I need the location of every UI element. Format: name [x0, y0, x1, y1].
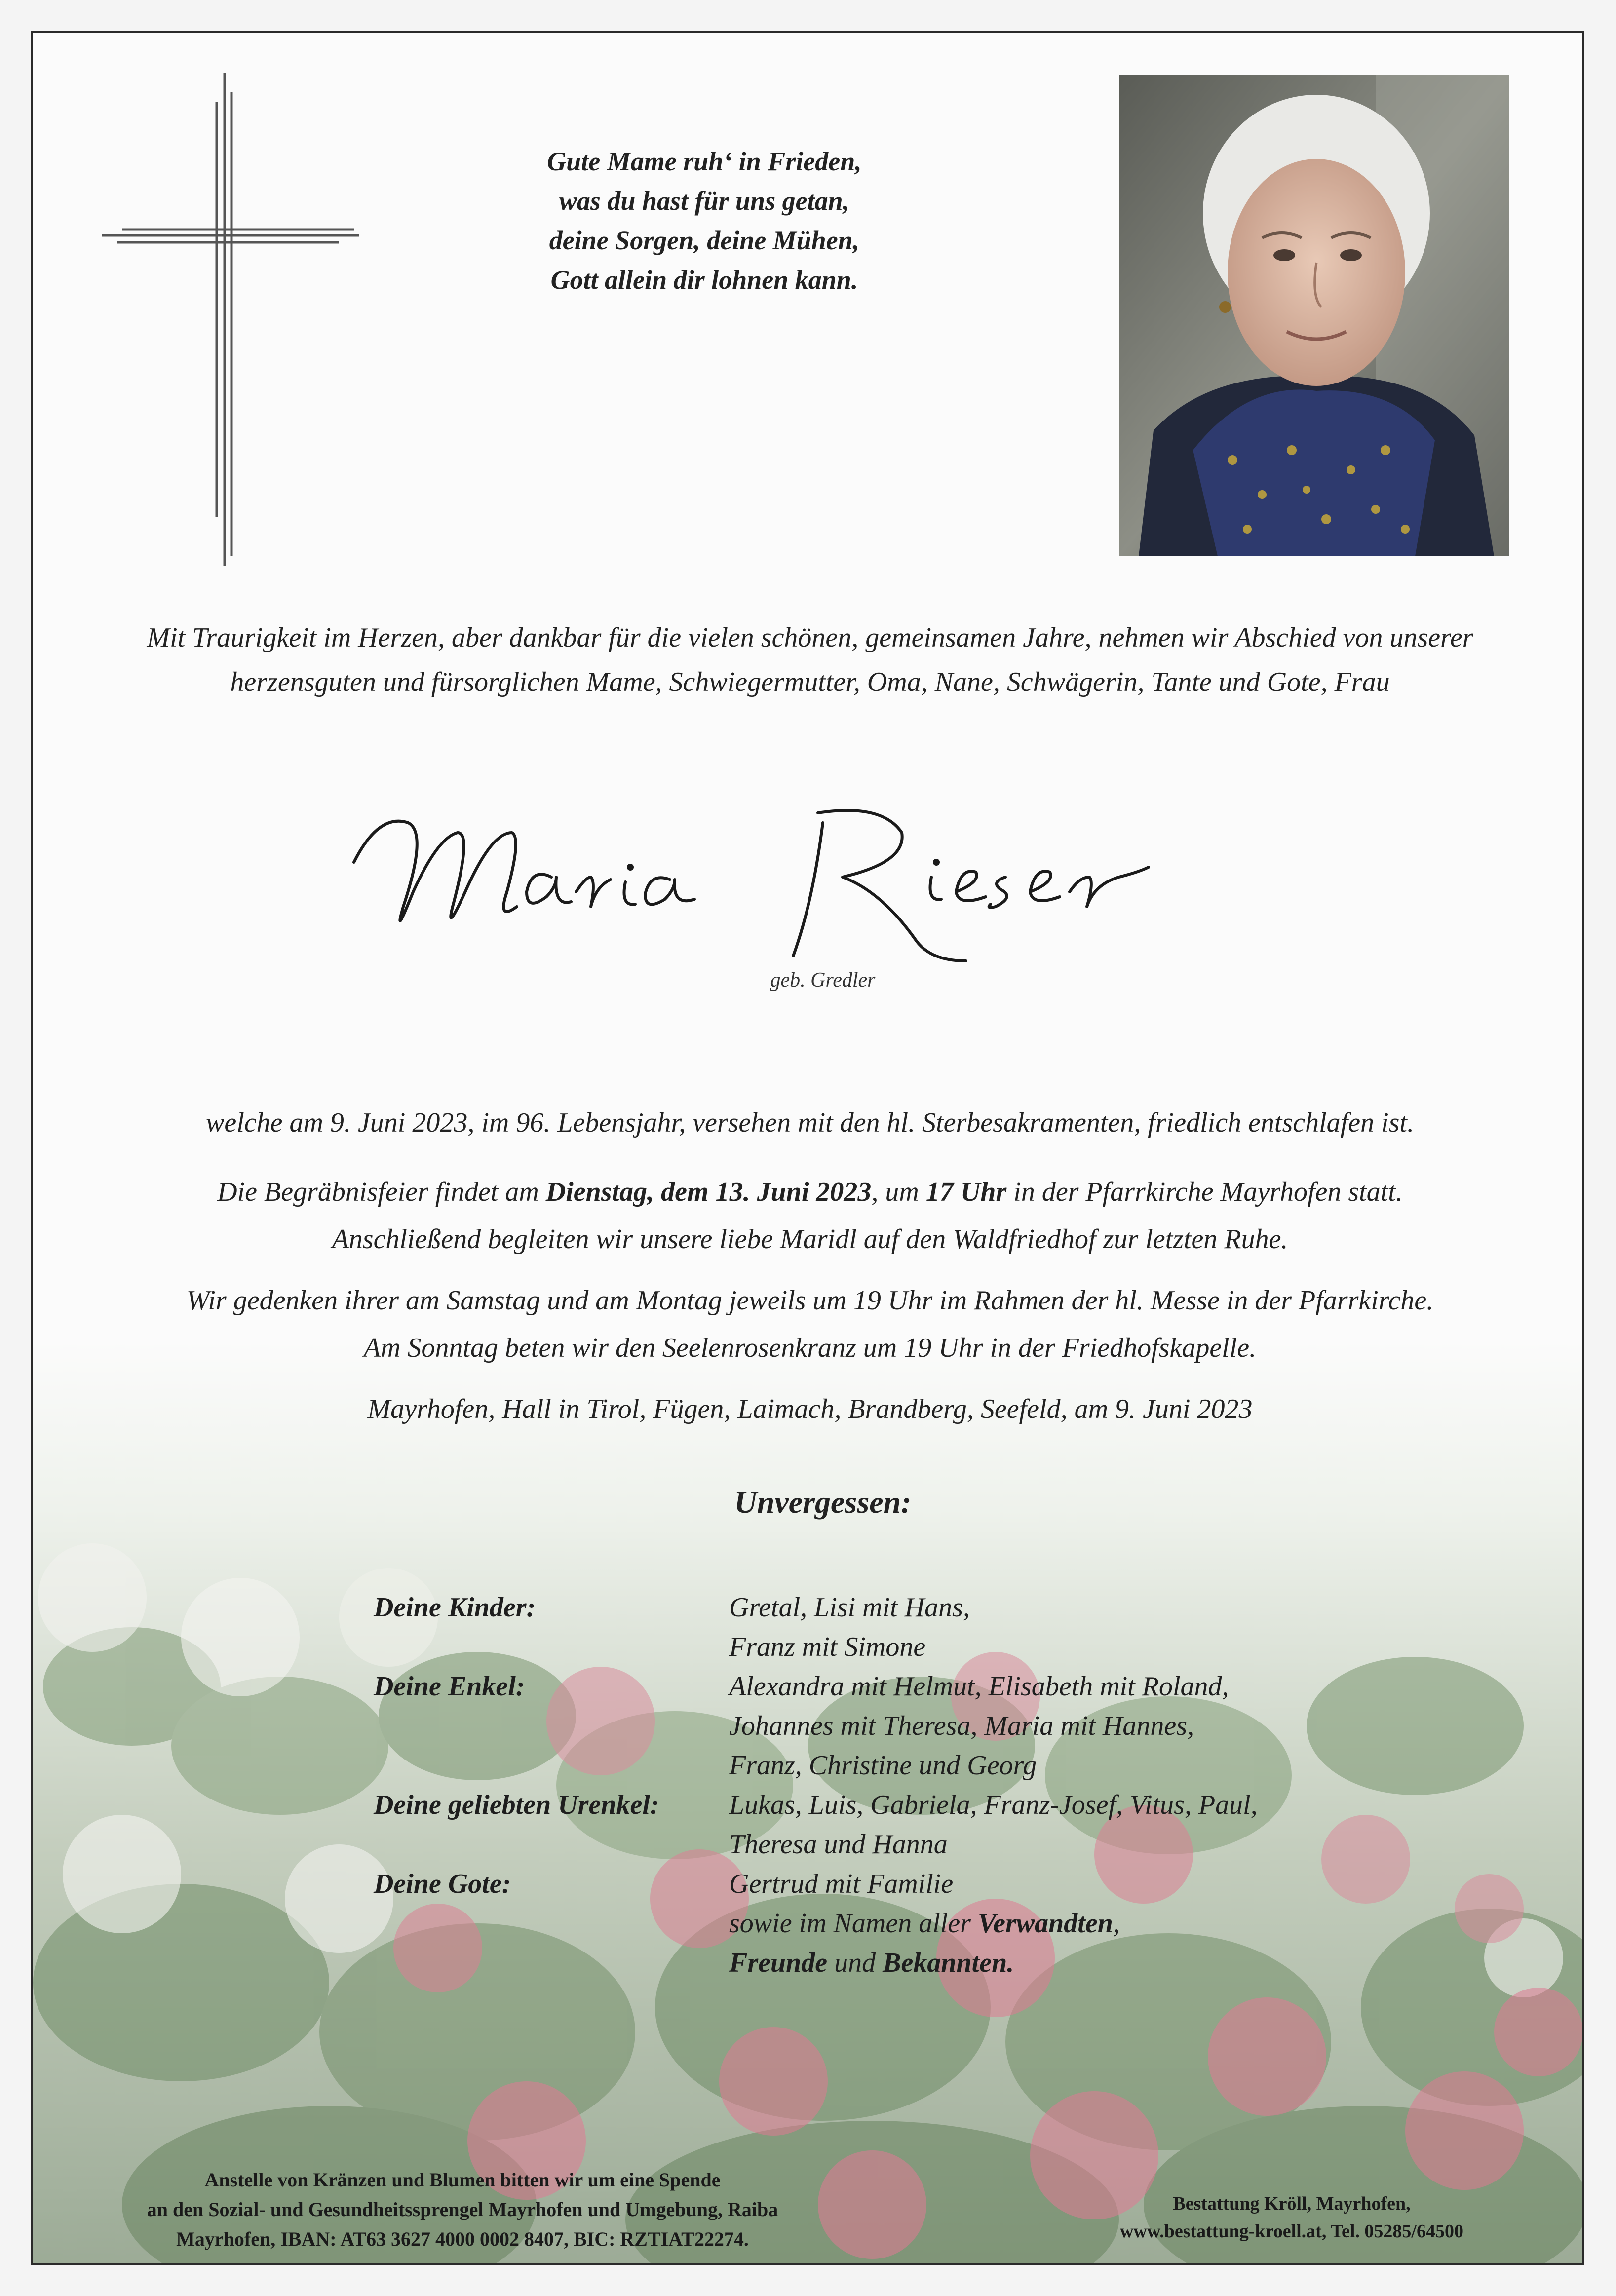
mourner-line: Franz, Christine und Georg: [729, 1750, 1037, 1781]
masses-line: Wir gedenken ihrer am Samstag und am Montag jeweils um 19 Uhr im Rahmen der hl. Messe in der Pfarrkirche.: [186, 1285, 1434, 1316]
donation-line: an den Sozial- und Gesundheitssprengel Mayrhofen und Umgebung, Raiba: [147, 2198, 778, 2220]
mourner-line: Gertrud mit Familie: [729, 1869, 954, 1899]
relatives-line: sowie im Namen aller Verwandten,: [729, 1908, 1120, 1939]
mourner-label: Deine Gote:: [374, 1869, 511, 1899]
mourner-line: Johannes mit Theresa, Maria mit Hannes,: [729, 1711, 1194, 1741]
cross-icon: [102, 73, 364, 566]
death-notice-text: welche am 9. Juni 2023, im 96. Lebensjahr, versehen mit den hl. Sterbesakramenten, friedlich entschlafen ist.: [205, 1108, 1414, 1138]
undertaker-info: [1060, 2190, 1524, 2245]
mourner-line: Alexandra mit Helmut, Elisabeth mit Roland,: [729, 1671, 1229, 1702]
mourner-group: [374, 1785, 1361, 1864]
mourner-line: Lukas, Luis, Gabriela, Franz-Josef, Vitus, Paul,: [729, 1790, 1258, 1820]
mourner-group: [374, 1667, 1361, 1785]
funeral-line-1: Die Begräbnisfeier findet am Dienstag, dem 13. Juni 2023, um 17 Uhr in der Pfarrkirche Mayrhofen statt.: [217, 1177, 1403, 1207]
funeral-info: [63, 1168, 1557, 1263]
mourner-label: Deine Enkel:: [374, 1671, 525, 1702]
mourner-line: Gretal, Lisi mit Hans,: [729, 1592, 970, 1623]
mourner-line: Franz mit Simone: [729, 1632, 926, 1662]
poem-line: Gott allein dir lohnen kann.: [550, 265, 858, 295]
mourner-label: Deine geliebten Urenkel:: [374, 1790, 659, 1820]
death-notice: [63, 1099, 1557, 1147]
friends-line: Freunde und Bekannten.: [729, 1948, 1014, 1978]
poem: [477, 142, 931, 300]
funeral-time: 17 Uhr: [925, 1177, 1007, 1207]
intro-line: Mit Traurigkeit im Herzen, aber dankbar für die vielen schönen, gemeinsamen Jahre, nehmen wir Abschied von unserer: [147, 622, 1473, 653]
undertaker-line: www.bestattung-kroell.at, Tel. 05285/64500: [1119, 2221, 1463, 2242]
intro-line: herzensguten und fürsorglichen Mame, Schwiegermutter, Oma, Nane, Schwägerin, Tante und Gote, Frau: [230, 667, 1390, 697]
mourner-group: [374, 1864, 1361, 1983]
maiden-name: geb. Gredler: [770, 969, 876, 992]
mourner-label: Deine Kinder:: [374, 1592, 536, 1623]
funeral-line-2: Anschließend begleiten wir unsere liebe Maridl auf den Waldfriedhof zur letzten Ruhe.: [332, 1224, 1288, 1255]
donation-line: Mayrhofen, IBAN: AT63 3627 4000 0002 8407, BIC: RZTIAT22274.: [176, 2228, 749, 2250]
masses-line: Am Sonntag beten wir den Seelenrosenkranz um 19 Uhr in der Friedhofskapelle.: [363, 1333, 1257, 1363]
mourner-line: Theresa und Hanna: [729, 1829, 948, 1860]
donation-note: [92, 2165, 833, 2254]
page-frame: [31, 31, 1584, 2265]
mourner-group: [374, 1588, 1361, 1667]
intro-text: [63, 615, 1557, 704]
unvergessen-heading: Unvergessen:: [734, 1485, 912, 1520]
poem-line: deine Sorgen, deine Mühen,: [549, 226, 860, 255]
place-date: [63, 1385, 1557, 1433]
masses-info: [63, 1277, 1557, 1372]
poem-line: Gute Mame ruh‘ in Frieden,: [547, 147, 862, 176]
poem-line: was du hast für uns getan,: [559, 186, 850, 216]
undertaker-line: Bestattung Kröll, Mayrhofen,: [1173, 2193, 1411, 2214]
portrait-photo: [1119, 75, 1509, 556]
funeral-date: Dienstag, dem 13. Juni 2023: [545, 1177, 872, 1207]
donation-line: Anstelle von Kränzen und Blumen bitten wir um eine Spende: [204, 2169, 721, 2191]
deceased-name-signature: [349, 793, 1307, 981]
mourners-list: [374, 1588, 1361, 1983]
place-date-text: Mayrhofen, Hall in Tirol, Fügen, Laimach, Brandberg, Seefeld, am 9. Juni 2023: [367, 1394, 1253, 1424]
